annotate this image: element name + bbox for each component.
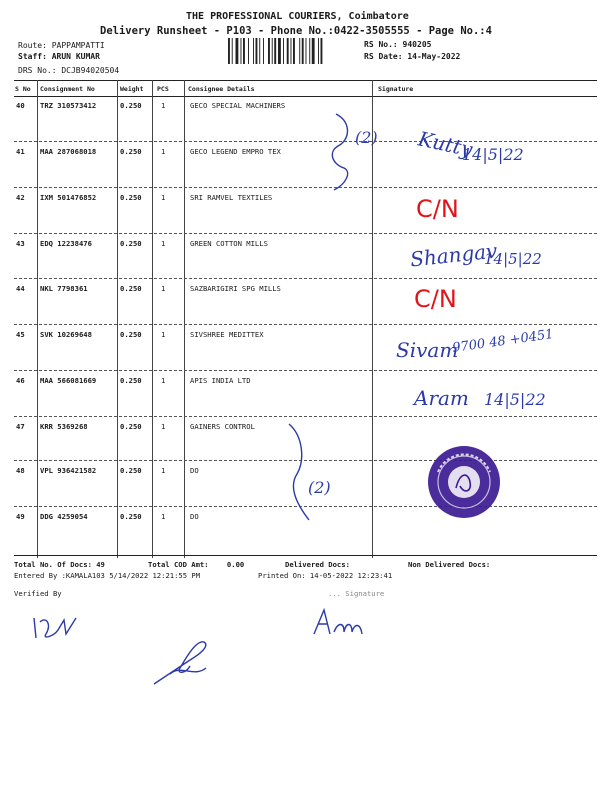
rs-no-value: 940205 xyxy=(402,40,432,49)
row-consignee: SRI RAMVEL TEXTILES xyxy=(190,193,273,202)
route-line xyxy=(18,41,105,50)
route-value: PAPPAMPATTI xyxy=(51,41,105,50)
table-header-rule xyxy=(14,96,597,97)
staff-label: Staff: xyxy=(18,52,47,61)
row-pcs: 1 xyxy=(161,239,166,248)
col-header-pcs: PCS xyxy=(157,85,169,93)
barcode-bar xyxy=(318,38,319,64)
table-top-rule xyxy=(14,80,597,81)
barcode-bar xyxy=(259,38,260,64)
row-sno: 40 xyxy=(16,101,25,110)
row-consignee: GECO SPECIAL MACHINERS xyxy=(190,101,286,110)
barcode-bar xyxy=(248,38,249,64)
number-row45: 9700 48 +0451 xyxy=(451,326,555,357)
barcode-bar xyxy=(312,38,315,64)
row-pcs: 1 xyxy=(161,147,166,156)
row-consignment: NKL 7798361 xyxy=(40,284,88,293)
row-consignee: GAINERS CONTROL xyxy=(190,422,255,431)
row-weight: 0.250 xyxy=(120,512,142,521)
row-pcs: 1 xyxy=(161,193,166,202)
footer-cod xyxy=(148,560,244,569)
row-sno: 44 xyxy=(16,284,25,293)
supervisor-signature-icon xyxy=(150,638,220,688)
barcode-bar xyxy=(299,38,300,64)
row-consignment: IXM 501476852 xyxy=(40,193,97,202)
footer-totals xyxy=(14,560,105,569)
row-pcs: 1 xyxy=(161,101,166,110)
receiver-signature-icon xyxy=(310,604,370,644)
company-title: THE PROFESSIONAL COURIERS, Coimbatore xyxy=(186,11,409,22)
verifier-signature-icon xyxy=(30,612,80,642)
staff-line xyxy=(18,52,100,61)
table-bottom-rule xyxy=(14,555,597,556)
entered-by: Entered By :KAMALA103 5/14/2022 12:21:55 PM xyxy=(14,571,201,580)
barcode xyxy=(228,38,358,64)
row-weight: 0.250 xyxy=(120,376,142,385)
barcode-bar xyxy=(293,38,295,64)
row-pcs: 1 xyxy=(161,330,166,339)
row-sno: 48 xyxy=(16,466,25,475)
drs-line xyxy=(18,66,119,75)
row-consignment: EDQ 12238476 xyxy=(40,239,92,248)
drs-label: DRS No.: xyxy=(18,66,57,75)
row-pcs: 1 xyxy=(161,422,166,431)
cn-mark-row44: C/N xyxy=(414,285,457,313)
barcode-bar xyxy=(278,38,281,64)
row-sno: 47 xyxy=(16,422,25,431)
row-sno: 43 xyxy=(16,239,25,248)
row-consignee: DO xyxy=(190,466,199,475)
date-row46: 14|5|22 xyxy=(484,390,546,409)
rs-no-label: RS No.: xyxy=(364,40,398,49)
barcode-bar xyxy=(253,38,254,64)
cod-label: Total COD Amt: xyxy=(148,560,209,569)
col-divider xyxy=(37,80,38,558)
row-consignment: MAA 287068018 xyxy=(40,147,97,156)
row-weight: 0.250 xyxy=(120,147,142,156)
row-consignee: APIS INDIA LTD xyxy=(190,376,251,385)
signature-row43: Shangav xyxy=(408,238,499,272)
row-separator xyxy=(14,324,597,325)
group-mark-2: (2) xyxy=(308,478,331,497)
col-header-sno: S No xyxy=(15,85,31,93)
col-header-consignee: Consignee Details xyxy=(188,85,255,93)
col-header-weight: Weight xyxy=(120,85,144,93)
col-divider xyxy=(184,80,185,558)
row-weight: 0.250 xyxy=(120,284,142,293)
cn-mark-row42: C/N xyxy=(416,195,459,223)
row-sno: 49 xyxy=(16,512,25,521)
brace-mark-icon xyxy=(285,422,325,522)
route-label: Route: xyxy=(18,41,47,50)
row-consignment: TRZ 310573412 xyxy=(40,101,97,110)
printed-on: Printed On: 14-05-2022 12:23:41 xyxy=(258,571,393,580)
row-separator xyxy=(14,187,597,188)
brace-mark-icon xyxy=(322,112,362,192)
staff-value: ARUN KUMAR xyxy=(51,52,100,61)
barcode-bar xyxy=(321,38,323,64)
date-row41: 14|5|22 xyxy=(462,145,524,164)
row-pcs: 1 xyxy=(161,284,166,293)
barcode-bar xyxy=(291,38,292,64)
row-sno: 46 xyxy=(16,376,25,385)
row-consignment: MAA 566081669 xyxy=(40,376,97,385)
row-consignment: DDG 4259054 xyxy=(40,512,88,521)
row-separator xyxy=(14,141,597,142)
total-docs-value: 49 xyxy=(96,560,105,569)
barcode-bar xyxy=(263,38,264,64)
row-weight: 0.250 xyxy=(120,101,142,110)
barcode-bar xyxy=(256,38,258,64)
row-sno: 41 xyxy=(16,147,25,156)
barcode-bar xyxy=(243,38,245,64)
row-weight: 0.250 xyxy=(120,193,142,202)
barcode-bar xyxy=(287,38,289,64)
drs-value: DCJB94020504 xyxy=(61,66,120,75)
signature-row46: Aram xyxy=(414,386,469,410)
col-divider xyxy=(117,80,118,558)
signature-label: ... Signature xyxy=(328,589,385,598)
row-separator xyxy=(14,233,597,234)
signature-row45: Sivam xyxy=(396,338,459,362)
row-separator xyxy=(14,370,597,371)
cod-value: 0.00 xyxy=(226,560,245,569)
delivered-docs-label: Delivered Docs: xyxy=(285,560,350,569)
row-pcs: 1 xyxy=(161,466,166,475)
barcode-bar xyxy=(274,38,276,64)
barcode-bar xyxy=(268,38,270,64)
runsheet-subtitle: Delivery Runsheet - P103 - Phone No.:0422-3505555 - Page No.:4 xyxy=(100,25,492,37)
barcode-bar xyxy=(309,38,310,64)
rs-date-label: RS Date: xyxy=(364,52,403,61)
row-consignee: DO xyxy=(190,512,199,521)
row-weight: 0.250 xyxy=(120,422,142,431)
row-consignee: GECO LEGEND EMPRO TEX xyxy=(190,147,281,156)
row-sno: 42 xyxy=(16,193,25,202)
total-docs-label: Total No. Of Docs: xyxy=(14,560,92,569)
rs-no-line xyxy=(364,40,431,49)
barcode-bar xyxy=(236,38,239,64)
row-pcs: 1 xyxy=(161,376,166,385)
barcode-bar xyxy=(283,38,284,64)
barcode-bar xyxy=(306,38,307,64)
row-consignee: GREEN COTTON MILLS xyxy=(190,239,268,248)
col-divider xyxy=(152,80,153,558)
row-consignee: SAZBARIGIRI SPG MILLS xyxy=(190,284,281,293)
col-divider xyxy=(372,80,373,558)
verified-by-label: Verified By xyxy=(14,589,62,598)
barcode-bar xyxy=(241,38,242,64)
company-stamp-icon xyxy=(424,442,504,522)
row-consignee: SIVSHREE MEDITTEX xyxy=(190,330,264,339)
row-separator xyxy=(14,416,597,417)
row-weight: 0.250 xyxy=(120,466,142,475)
row-pcs: 1 xyxy=(161,512,166,521)
barcode-bar xyxy=(228,38,230,64)
row-weight: 0.250 xyxy=(120,239,142,248)
row-weight: 0.250 xyxy=(120,330,142,339)
row-sno: 45 xyxy=(16,330,25,339)
row-consignment: SVK 10269648 xyxy=(40,330,92,339)
row-consignment: KRR 5369268 xyxy=(40,422,88,431)
row-separator xyxy=(14,278,597,279)
barcode-bar xyxy=(232,38,233,64)
rs-date-value: 14-May-2022 xyxy=(407,52,461,61)
col-header-signature: Signature xyxy=(378,85,414,93)
date-row43: 14|5|22 xyxy=(484,250,542,268)
rs-date-line xyxy=(364,52,460,61)
group-mark-1: (2) xyxy=(355,128,378,147)
col-header-consignment: Consignment No xyxy=(40,85,95,93)
non-delivered-docs-label: Non Delivered Docs: xyxy=(408,560,491,569)
row-consignment: VPL 936421582 xyxy=(40,466,97,475)
barcode-bar xyxy=(272,38,273,64)
signature-row41: Kutty xyxy=(416,126,475,162)
barcode-bar xyxy=(302,38,304,64)
